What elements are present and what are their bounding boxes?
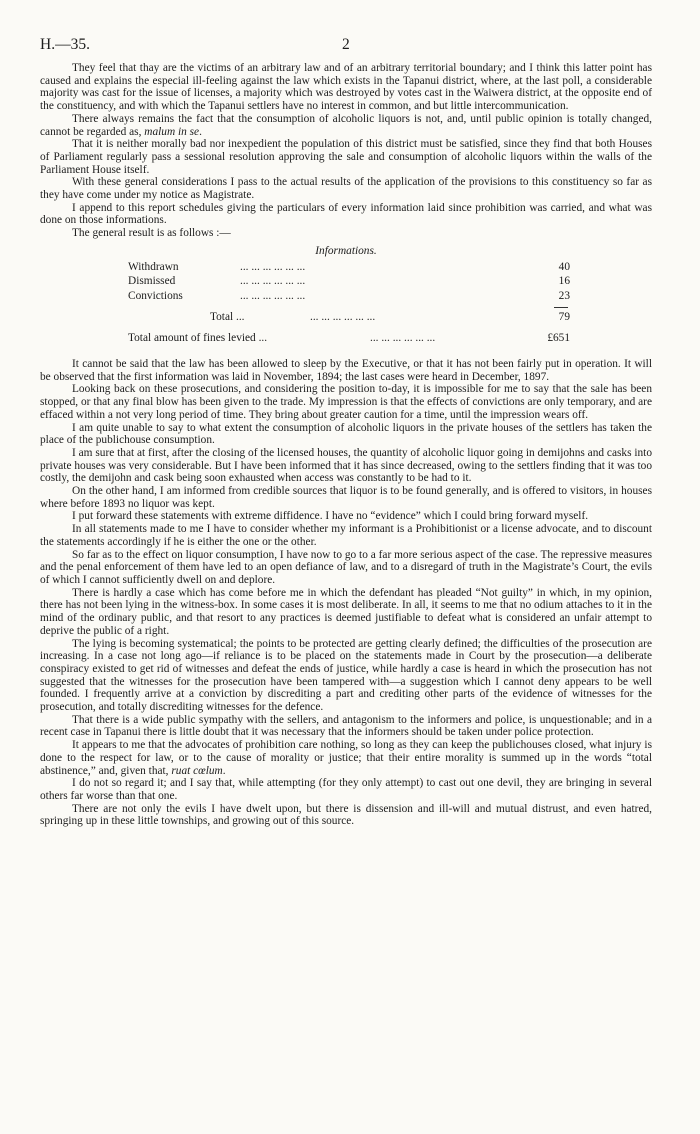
sum-rule — [40, 304, 652, 311]
body-text — [40, 62, 652, 828]
paragraph: With these general considerations I pass to the actual results of the application of the provisions to this constituency so far as they have come under my notice as Magistrate. — [40, 176, 652, 202]
table-caption: Informations. — [315, 244, 377, 257]
paragraph: There always remains the fact that the consumption of alcoholic liquors is not, and, until public opinion is totally changed, cannot be regarded as, malum in se. — [40, 112, 652, 138]
paragraph: On the other hand, I am informed from credible sources that liquor is to be found generally, and is offered to visitors, in houses where before 1893 no liquor was kept. — [40, 485, 652, 510]
paragraph: So far as to the effect on liquor consumption, I have now to go to a far more serious aspect of the case. The repressive measures and the penal enforcement of them have led to an open defiance of law, and to a disregard of truth in the Magistrate’s Court, the evils of which I cannot sufficiently dwell on and deplore. — [40, 548, 652, 586]
paragraph: That it is neither morally bad nor inexpedient the population of this district must be satisfied, since they find that both Houses of Parliament regularly pass a sessional resolution approving the sale and consumption of alcoholic liquors within the walls of the Parliament House itself. — [40, 138, 652, 176]
paragraph: That there is a wide public sympathy with the sellers, and antagonism to the informers and police, is unquestionable; and in a recent case in Tapanui there is little doubt that it was necessary that the informers should be taken under police protection. — [40, 713, 652, 739]
paragraph: I put forward these statements with extreme diffidence. I have no “evidence” which I could bring forward myself. — [72, 510, 589, 523]
table-total-row: Total ... ... ... ... ... ... ... 79 — [210, 311, 570, 324]
table-row: Convictions ... ... ... ... ... ... 23 — [128, 289, 570, 302]
paragraph: The lying is becoming systematical; the points to be protected are getting clearly defined; the difficulties of the prosecution are increasing. In a case not long ago—if reliance is to be placed on the statements made in Court by the prosecution—a deliberate conspiracy existed to get rid of witnesses and defeat the ends of justice, while hardly a case is heard in which the prosecution has not suggested that the witnesses for the prosecution have been tampered with—a suggestion which I cannot deny appears to be well founded. I frequently arrive at a conviction by discrediting a part and crediting other parts of the evidence of witnesses for the prosecution, and totally discrediting witnesses for the defence. — [40, 637, 652, 714]
paragraph: I am quite unable to say to what extent the consumption of alcoholic liquors in the private houses of the settlers has taken the place of the publichouse consumption. — [40, 421, 652, 447]
paragraph: I append to this report schedules giving the particulars of every information laid since prohibition was carried, and what was done on those informations. — [40, 201, 652, 227]
fines-row: Total amount of fines levied ... ... ... ... ... ... ... £651 — [128, 331, 570, 344]
document-reference: H.—35. — [40, 36, 90, 53]
paragraph: I am sure that at first, after the closing of the licensed houses, the quantity of alcoholic liquor going in demijohns and casks into private houses was very considerable. But I have been informed that it has since decreased, owing to the settlers finding that it was too costly, the demijohn and cask being soon exhausted when access was constantly to be had to it. — [40, 446, 652, 485]
paragraph: I do not so regard it; and I say that, while attempting (for they only attempt) to cast out one devil, they are bringing in several others far worse than that one. — [40, 777, 652, 802]
paragraph: They feel that thay are the victims of an arbitrary law and of an arbitrary territorial boundary; and I think this latter point has caused and explains the especial ill-feeling against the law which exists in the Tapanui district, where, at the last poll, a considerable majority was cast for the issue of licenses, a majority which was destroyed by votes cast in the Waiwera district, at the opposite end of the constituency, and with which the Tapanui settlers have no interest in common, and but little intercommunication. — [40, 62, 652, 113]
paragraph: Looking back on these prosecutions, and considering the position to-day, it is impossible for me to say that the sale has been stopped, or that any final blow has been given to the trade. My impression is that the effects of convictions are only temporary, and are effaced within a not very long period of time. They bring about greater caution for a time, until the impression wears off. — [40, 383, 652, 421]
informations-table — [40, 245, 652, 346]
page-header — [40, 36, 652, 62]
paragraph: It cannot be said that the law has been allowed to sleep by the Executive, or that it has not been fairly put in operation. It will be observed that the first information was laid in November, 1894; the last cases were heard in December, 1897. — [40, 358, 652, 383]
table-row: Dismissed ... ... ... ... ... ... 16 — [128, 275, 570, 288]
table-row: Withdrawn ... ... ... ... ... ... 40 — [128, 260, 570, 273]
paragraph: It appears to me that the advocates of prohibition care nothing, so long as they can keep the publichouses closed, what injury is done to the respect for law, or to the cause of morality or justice; that their entire morality is summed up in the words “total abstinence,” and, given that, ruat cœlum. — [40, 739, 652, 777]
paragraph: There are not only the evils I have dwelt upon, but there is dissension and ill-will and mutual distrust, and even hatred, springing up in these little townships, and growing out of this source. — [40, 802, 652, 828]
page-number: 2 — [342, 36, 350, 53]
paragraph: In all statements made to me I have to consider whether my informant is a Prohibitionist or a license advocate, and to discount the statements accordingly if he is either the one or the other. — [40, 523, 652, 548]
paragraph: The general result is as follows :— — [72, 227, 231, 240]
paragraph: There is hardly a case which has come before me in which the defendant has pleaded “Not guilty” in which, in my opinion, there has not been lying in the witness-box. In some cases it is most deliberate. In all, it seems to me that no odium attaches to it in the mind of the ordinary public, and that resort to any practices is deemed justifiable to defeat what is considered an unfair attempt to deprive the public of a right. — [40, 586, 652, 637]
